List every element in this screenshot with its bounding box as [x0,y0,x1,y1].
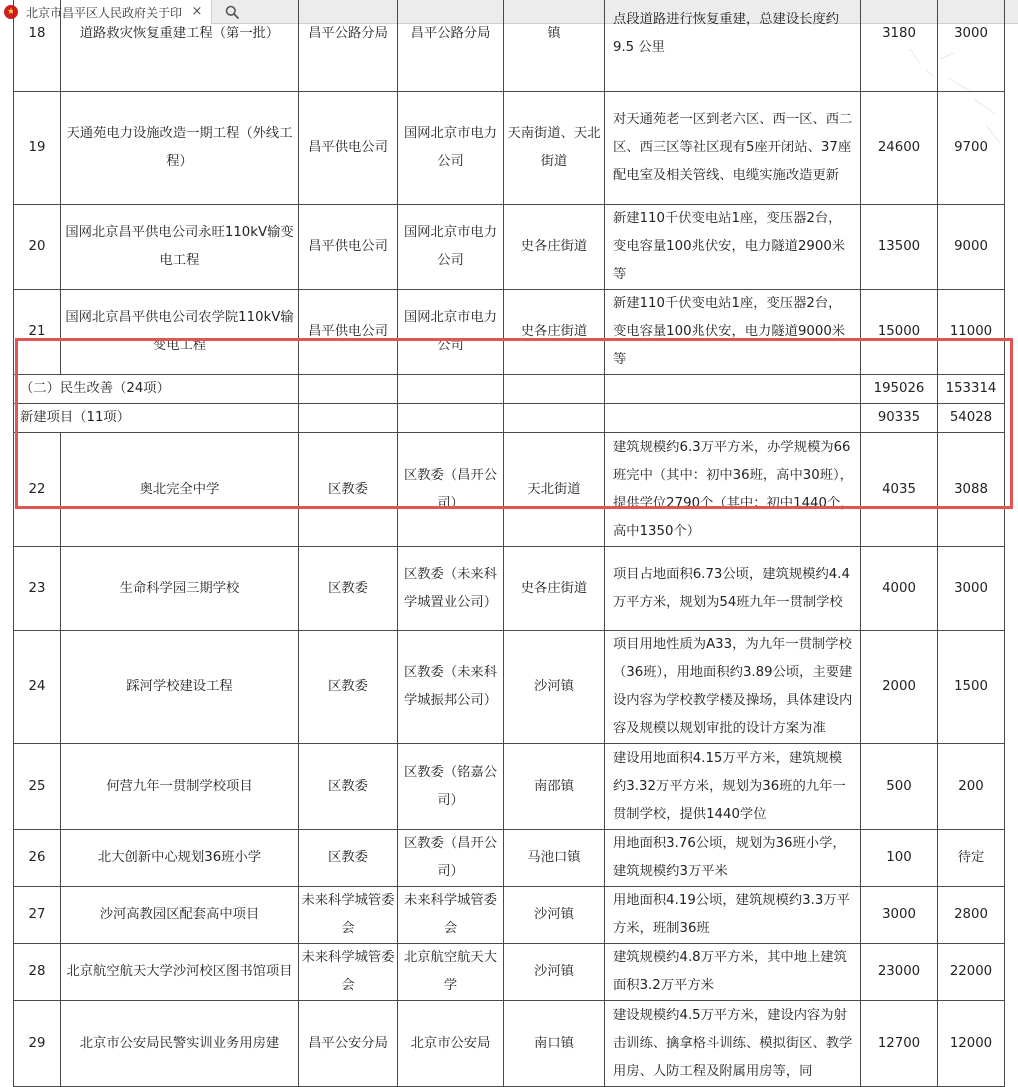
cell-location: 天南街道、天北街道 [504,92,605,205]
cell-no: 23 [14,547,61,631]
cell-location: 天北街道 [504,433,605,547]
cell-total: 2000 [861,631,938,744]
cell-name: 奥北完全中学 [61,433,299,547]
empty-cell [504,404,605,433]
cell-name: 国网北京昌平供电公司永旺110kV输变电工程 [61,205,299,290]
cell-total: 23000 [861,944,938,1001]
cell-unit: 区教委 [299,830,398,887]
cell-total: 13500 [861,205,938,290]
cell-annual: 54028 [938,404,1005,433]
cell-total: 4035 [861,433,938,547]
cell-annual: 153314 [938,375,1005,404]
cell-no: 19 [14,92,61,205]
table-row [14,631,1005,744]
table-row [14,744,1005,830]
cell-content: 对天通苑老一区到老六区、西一区、西二区、西三区等社区现有5座开闭站、37座配电室及相关管线、电缆实施改造更新 [605,92,861,205]
cell-content: 点段道路进行恢复重建，总建设长度约9.5 公里 [605,0,861,92]
cell-unit: 昌平公路分局 [299,0,398,92]
cell-location: 史各庄街道 [504,205,605,290]
cell-name: 沙河高教园区配套高中项目 [61,887,299,944]
section-row [14,404,1005,433]
cell-owner: 北京航空航天大学 [398,944,504,1001]
cell-name: 北京市公安局民警实训业务用房建 [61,1001,299,1087]
cell-total: 12700 [861,1001,938,1087]
table-row [14,0,1005,92]
cell-owner: 北京市公安局 [398,1001,504,1087]
cell-owner: 区教委（昌开公司） [398,433,504,547]
cell-no: 20 [14,205,61,290]
table-row [14,290,1005,375]
cell-owner: 未来科学城管委会 [398,887,504,944]
cell-name: 道路救灾恢复重建工程（第一批） [61,0,299,92]
cell-content: 建筑规模约4.8万平方米，其中地上建筑面积3.2万平方米 [605,944,861,1001]
cell-location: 史各庄街道 [504,290,605,375]
cell-owner: 区教委（铭嘉公司） [398,744,504,830]
section-row [14,375,1005,404]
table-row [14,830,1005,887]
cell-unit: 未来科学城管委会 [299,887,398,944]
table-row [14,887,1005,944]
cell-unit: 区教委 [299,433,398,547]
cell-location: 史各庄街道 [504,547,605,631]
cell-unit: 区教委 [299,547,398,631]
table-row [14,944,1005,1001]
cell-annual: 待定 [938,830,1005,887]
cell-total: 4000 [861,547,938,631]
empty-cell [398,404,504,433]
cell-total: 195026 [861,375,938,404]
cell-content: 项目占地面积6.73公顷，建筑规模约4.4万平方米，规划为54班九年一贯制学校 [605,547,861,631]
cell-location: 沙河镇 [504,944,605,1001]
table-row [14,1001,1005,1087]
cell-location: 马池口镇 [504,830,605,887]
cell-total: 90335 [861,404,938,433]
cell-unit: 未来科学城管委会 [299,944,398,1001]
cell-owner: 昌平公路分局 [398,0,504,92]
cell-no: 24 [14,631,61,744]
cell-no: 27 [14,887,61,944]
empty-cell [299,375,398,404]
cell-unit: 昌平公安分局 [299,1001,398,1087]
table-row [14,205,1005,290]
cell-content: 项目用地性质为A33，为九年一贯制学校（36班），用地面积约3.89公顷，主要建设内容为学校教学楼及操场，具体建设内容及规模以规划审批的设计方案为准 [605,631,861,744]
cell-annual: 12000 [938,1001,1005,1087]
cell-no: 21 [14,290,61,375]
cell-name: 何营九年一贯制学校项目 [61,744,299,830]
cell-annual: 2800 [938,887,1005,944]
cell-content: 建筑规模约6.3万平方米，办学规模为66班完中（其中：初中36班，高中30班），提供学位2790个（其中：初中1440个，高中1350个） [605,433,861,547]
cell-total: 3180 [861,0,938,92]
cell-content: 用地面积4.19公顷，建筑规模约3.3万平方米，班制36班 [605,887,861,944]
cell-annual: 200 [938,744,1005,830]
cell-no: 25 [14,744,61,830]
cell-content: 新建110千伏变电站1座，变压器2台，变电容量100兆伏安，电力隧道2900米等 [605,205,861,290]
cell-total: 15000 [861,290,938,375]
cell-content: 用地面积3.76公顷，规划为36班小学，建筑规模约3万平米 [605,830,861,887]
empty-cell [504,375,605,404]
cell-annual: 3088 [938,433,1005,547]
cell-total: 24600 [861,92,938,205]
section-label: （二）民生改善（24项） [14,375,299,404]
cell-unit: 昌平供电公司 [299,290,398,375]
close-icon[interactable]: × [191,4,203,19]
cell-annual: 22000 [938,944,1005,1001]
cell-annual: 3000 [938,0,1005,92]
cell-name: 北京航空航天大学沙河校区图书馆项目 [61,944,299,1001]
cell-annual: 11000 [938,290,1005,375]
cell-no: 22 [14,433,61,547]
cell-content: 新建110千伏变电站1座，变压器2台，变电容量100兆伏安，电力隧道9000米等 [605,290,861,375]
cell-annual: 9000 [938,205,1005,290]
project-table [13,0,1005,1087]
cell-location: 沙河镇 [504,631,605,744]
national-emblem-icon: ★ [4,5,18,19]
table-row [14,92,1005,205]
table-row [14,547,1005,631]
tab-title: 北京市昌平区人民政府关于印 [26,5,183,20]
cell-annual: 3000 [938,547,1005,631]
cell-owner: 区教委（未来科学城振邦公司） [398,631,504,744]
cell-owner: 区教委（昌开公司） [398,830,504,887]
cell-annual: 9700 [938,92,1005,205]
cell-unit: 区教委 [299,631,398,744]
cell-unit: 昌平供电公司 [299,92,398,205]
cell-total: 3000 [861,887,938,944]
cell-location: 南邵镇 [504,744,605,830]
cell-location: 沙河镇 [504,887,605,944]
cell-annual: 1500 [938,631,1005,744]
cell-owner: 国网北京市电力公司 [398,290,504,375]
cell-location: 镇 [504,0,605,92]
cell-content: 建设用地面积4.15万平方米，建筑规模约3.32万平方米，规划为36班的九年一贯制学校，提供1440学位 [605,744,861,830]
cell-no: 26 [14,830,61,887]
cell-name: 国网北京昌平供电公司农学院110kV输变电工程 [61,290,299,375]
cell-no: 28 [14,944,61,1001]
table-row [14,433,1005,547]
section-label: 新建项目（11项） [14,404,299,433]
cell-content: 建设规模约4.5万平方米，建设内容为射击训练、擒拿格斗训练、模拟街区、教学用房、人防工程及附属用房等，同 [605,1001,861,1087]
cell-name: 天通苑电力设施改造一期工程（外线工程） [61,92,299,205]
cell-unit: 区教委 [299,744,398,830]
cell-owner: 国网北京市电力公司 [398,205,504,290]
cell-total: 100 [861,830,938,887]
cell-no: 29 [14,1001,61,1087]
cell-owner: 国网北京市电力公司 [398,92,504,205]
cell-name: 北大创新中心规划36班小学 [61,830,299,887]
cell-no: 18 [14,0,61,92]
empty-cell [605,404,861,433]
empty-cell [299,404,398,433]
cell-location: 南口镇 [504,1001,605,1087]
empty-cell [398,375,504,404]
cell-name: 生命科学园三期学校 [61,547,299,631]
cell-name: 踩河学校建设工程 [61,631,299,744]
cell-owner: 区教委（未来科学城置业公司） [398,547,504,631]
empty-cell [605,375,861,404]
cell-total: 500 [861,744,938,830]
cell-unit: 昌平供电公司 [299,205,398,290]
